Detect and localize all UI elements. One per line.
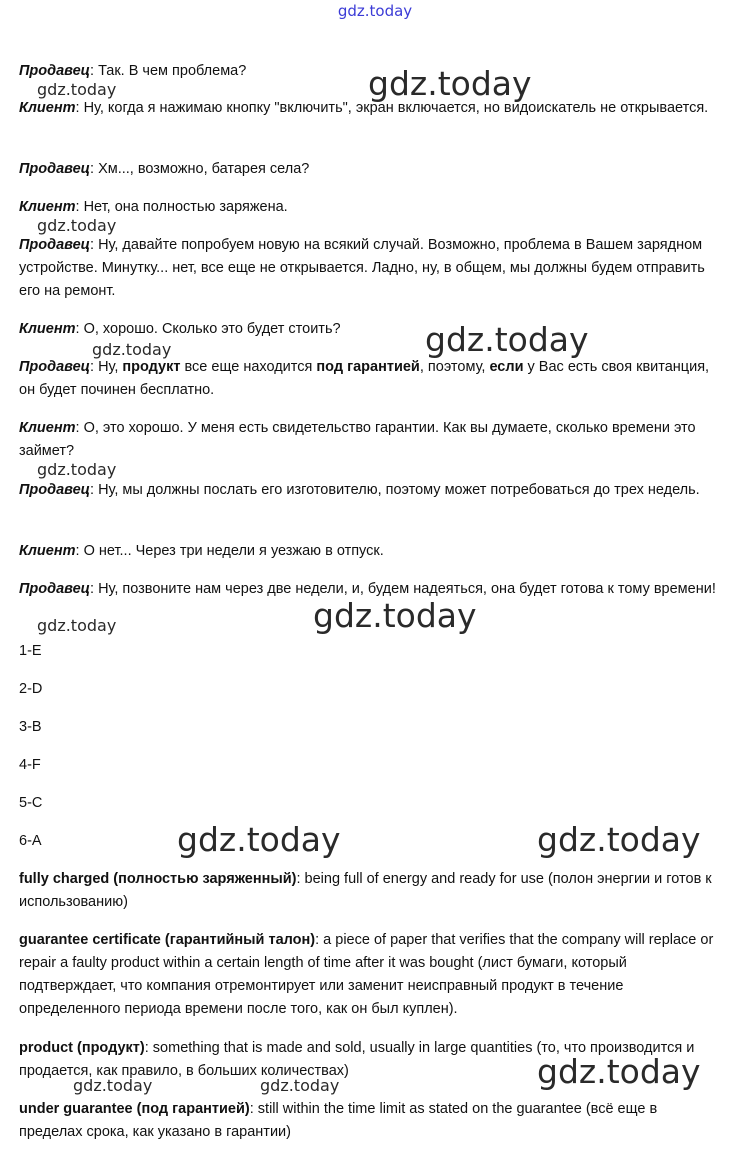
answer-item: 2-D bbox=[19, 681, 43, 697]
watermark-large: gdz.today bbox=[537, 1052, 701, 1091]
watermark-small: gdz.today bbox=[37, 616, 117, 635]
dialogue-line-4: Клиент: Нет, она полностью заряжена. bbox=[19, 199, 288, 215]
speaker-seller: Продавец bbox=[19, 359, 90, 375]
dialogue-line-10: Клиент: О нет... Через три недели я уезжаю в отпуск. bbox=[19, 543, 384, 559]
watermark-large: gdz.today bbox=[313, 596, 477, 635]
glossary-term: fully charged (полностью заряженный) bbox=[19, 871, 297, 887]
dialogue-line-1: Продавец: Так. В чем проблема? bbox=[19, 63, 247, 79]
line-text: Ну, мы должны послать его изготовителю, поэтому может потребоваться до трех недель. bbox=[98, 482, 700, 498]
watermark-small: gdz.today bbox=[37, 80, 117, 99]
line-text: у Вас есть своя квитанция, он будет починен бесплатно. bbox=[19, 359, 710, 398]
speaker-seller: Продавец bbox=[19, 161, 90, 177]
dialogue-line-11: Продавец: Ну, позвоните нам через две недели, и, будем надеяться, она будет готова к тому времени! bbox=[19, 581, 716, 597]
line-text: О, это хорошо. У меня есть свидетельство гарантии. Как вы думаете, сколько времени это займет? bbox=[19, 420, 696, 459]
line-text: , поэтому, bbox=[419, 359, 490, 375]
keyword-if: если bbox=[489, 359, 524, 375]
speaker-seller: Продавец bbox=[19, 63, 90, 79]
watermark-large: gdz.today bbox=[425, 320, 589, 359]
line-text: Ну, давайте попробуем новую на всякий случай. Возможно, проблема в Вашем зарядном устройстве. Минутку... нет, все еще не открывается. Ладно, ну, в общем, мы должны будем отправить его на ремонт. bbox=[19, 237, 705, 299]
watermark-small: gdz.today bbox=[37, 460, 117, 479]
glossary-definition: : a piece of paper that verifies that the company will replace or repair a faulty product within a certain length of time after it was bought (лист бумаги, который подтверждает, что компания отремонтирует или заменит неисправный продукт в течение определенного периода времени после того, как он был куплен). bbox=[19, 932, 714, 1017]
glossary-definition: : still within the time limit as stated on the guarantee (всё еще в пределах срока, как указано в гарантии) bbox=[19, 1101, 658, 1140]
answer-item: 5-C bbox=[19, 795, 43, 811]
line-text: Так. В чем проблема? bbox=[98, 63, 247, 79]
line-text: Нет, она полностью заряжена. bbox=[83, 199, 288, 215]
glossary-definition: : being full of energy and ready for use (полон энергии и готов к использованию) bbox=[19, 871, 712, 910]
dialogue-line-5: Продавец: Ну, давайте попробуем новую на всякий случай. Возможно, проблема в Вашем зарядном устройстве. Минутку... нет, все еще не открывается. Ладно, ну, в общем, мы должны будем отправить его на ремонт. bbox=[19, 237, 705, 299]
glossary-definition: : something that is made and sold, usually in large quantities (то, что производится и продается, как правило, в больших количествах) bbox=[19, 1040, 695, 1079]
watermark-large: gdz.today bbox=[537, 820, 701, 859]
line-text: все еще находится bbox=[180, 359, 317, 375]
watermark-small: gdz.today bbox=[92, 340, 172, 359]
speaker-client: Клиент bbox=[19, 199, 76, 215]
line-text: О нет... Через три недели я уезжаю в отпуск. bbox=[83, 543, 384, 559]
answer-item: 4-F bbox=[19, 757, 41, 773]
answer-item: 3-B bbox=[19, 719, 42, 735]
glossary-entry bbox=[19, 1098, 724, 1144]
keyword-under-guarantee: под гарантией bbox=[316, 359, 420, 375]
speaker-client: Клиент bbox=[19, 543, 76, 559]
glossary-entry bbox=[19, 929, 724, 1021]
watermark-small: gdz.today bbox=[260, 1076, 340, 1095]
site-header[interactable]: gdz.today bbox=[337, 2, 413, 20]
dialogue-line-7: Продавец: Ну, продукт все еще находится под гарантией, поэтому, если у Вас есть своя квитанция, он будет починен бесплатно. bbox=[19, 359, 710, 398]
glossary-term: under guarantee (под гарантией) bbox=[19, 1101, 250, 1117]
speaker-seller: Продавец bbox=[19, 581, 90, 597]
line-text: Ну, позвоните нам через две недели, и, будем надеяться, она будет готова к тому времени! bbox=[98, 581, 716, 597]
speaker-client: Клиент bbox=[19, 420, 76, 436]
line-text: О, хорошо. Сколько это будет стоить? bbox=[83, 321, 341, 337]
speaker-seller: Продавец bbox=[19, 237, 90, 253]
watermark-small: gdz.today bbox=[73, 1076, 153, 1095]
line-text: Ну, когда я нажимаю кнопку "включить", экран включается, но видоискатель не открывается. bbox=[83, 100, 709, 116]
dialogue-line-9: Продавец: Ну, мы должны послать его изготовителю, поэтому может потребоваться до трех недель. bbox=[19, 482, 700, 498]
line-text: Ну, bbox=[98, 359, 123, 375]
dialogue-line-6: Клиент: О, хорошо. Сколько это будет стоить? bbox=[19, 321, 341, 337]
watermark-large: gdz.today bbox=[368, 64, 532, 103]
watermark-small: gdz.today bbox=[37, 216, 117, 235]
dialogue-line-3: Продавец: Хм..., возможно, батарея села? bbox=[19, 161, 310, 177]
glossary-term: guarantee certificate (гарантийный талон) bbox=[19, 932, 316, 948]
glossary-term: product (продукт) bbox=[19, 1040, 145, 1056]
glossary-entry bbox=[19, 868, 724, 914]
keyword-product: продукт bbox=[122, 359, 181, 375]
answer-item: 1-E bbox=[19, 643, 42, 659]
speaker-client: Клиент bbox=[19, 100, 76, 116]
speaker-seller: Продавец bbox=[19, 482, 90, 498]
dialogue-line-2: Клиент: Ну, когда я нажимаю кнопку "включить", экран включается, но видоискатель не открывается. bbox=[19, 100, 709, 116]
line-text: Хм..., возможно, батарея села? bbox=[98, 161, 310, 177]
answer-item: 6-A bbox=[19, 833, 42, 849]
dialogue-line-8: Клиент: О, это хорошо. У меня есть свидетельство гарантии. Как вы думаете, сколько времени это займет? bbox=[19, 420, 696, 459]
speaker-client: Клиент bbox=[19, 321, 76, 337]
watermark-large: gdz.today bbox=[177, 820, 341, 859]
